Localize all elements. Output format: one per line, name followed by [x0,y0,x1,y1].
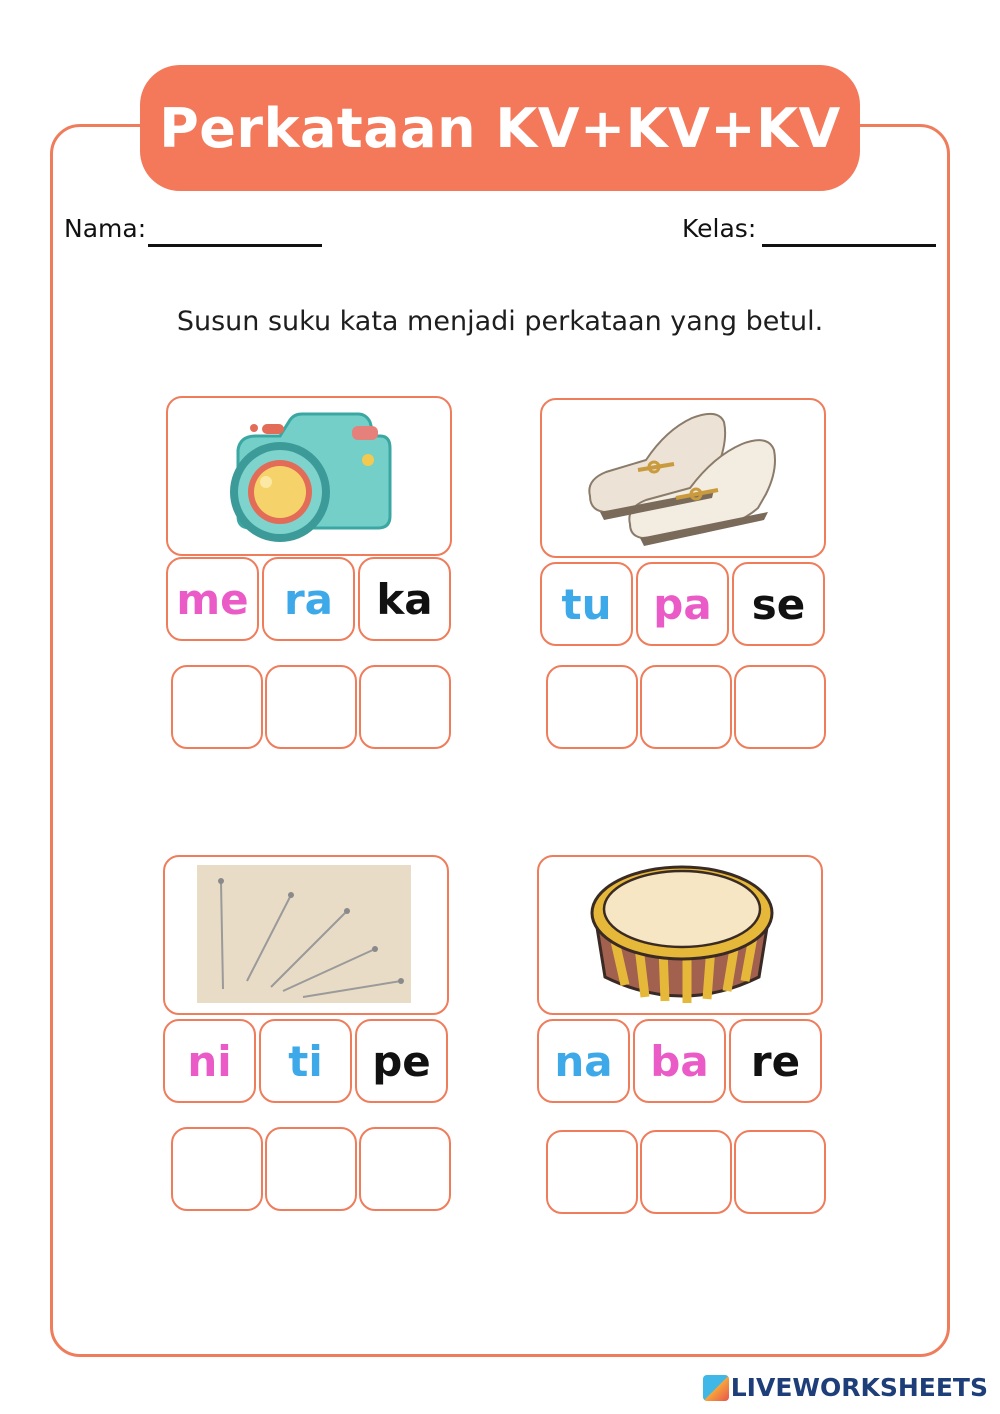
syllable-tile[interactable] [633,1019,726,1103]
class-field[interactable] [762,244,936,247]
answer-slot[interactable] [359,1127,451,1211]
answer-slot[interactable] [640,665,732,749]
syllable-text: pa [653,579,712,629]
class-label: Kelas: [682,214,757,243]
shoes-icon [542,400,828,560]
answer-slot[interactable] [265,1127,357,1211]
syllable-tile[interactable] [166,557,259,641]
pins-icon [165,857,451,1017]
title-banner [140,65,860,191]
syllable-tile[interactable] [262,557,355,641]
syllable-tile[interactable] [732,562,825,646]
syllable-text: me [176,574,249,624]
answer-slot[interactable] [546,1130,638,1214]
picture-box-drum [537,855,823,1015]
instruction-text: Susun suku kata menjadi perkataan yang betul. [176,306,824,337]
answer-slot[interactable] [171,1127,263,1211]
answer-slot[interactable] [359,665,451,749]
syllable-text: pe [372,1036,431,1086]
syllable-tile[interactable] [355,1019,448,1103]
syllable-tile[interactable] [729,1019,822,1103]
answer-slot[interactable] [640,1130,732,1214]
syllable-tile[interactable] [163,1019,256,1103]
answer-slot[interactable] [734,1130,826,1214]
syllable-tile[interactable] [358,557,451,641]
syllable-text: ti [288,1036,323,1086]
answer-slot[interactable] [546,665,638,749]
page-title: Perkataan KV+KV+KV [159,96,841,160]
picture-box-pins [163,855,449,1015]
answer-slot[interactable] [171,665,263,749]
syllable-tile[interactable] [540,562,633,646]
picture-box-shoes [540,398,826,558]
syllable-text: se [751,579,806,629]
name-field[interactable] [148,244,322,247]
name-label: Nama: [64,214,147,243]
syllable-text: re [750,1036,801,1086]
syllable-text: na [554,1036,613,1086]
syllable-text: ka [376,574,433,624]
syllable-text: ni [187,1036,232,1086]
camera-icon [168,398,454,558]
liveworksheets-logo[interactable] [703,1373,988,1402]
syllable-text: ba [650,1036,709,1086]
answer-slot[interactable] [734,665,826,749]
syllable-tile[interactable] [636,562,729,646]
picture-box-camera [166,396,452,556]
drum-icon [539,857,825,1017]
syllable-tile[interactable] [259,1019,352,1103]
answer-slot[interactable] [265,665,357,749]
brand-text: LIVEWORKSHEETS [730,1373,988,1402]
syllable-text: tu [561,579,612,629]
syllable-tile[interactable] [537,1019,630,1103]
liveworksheets-icon [703,1375,729,1401]
syllable-text: ra [283,574,334,624]
